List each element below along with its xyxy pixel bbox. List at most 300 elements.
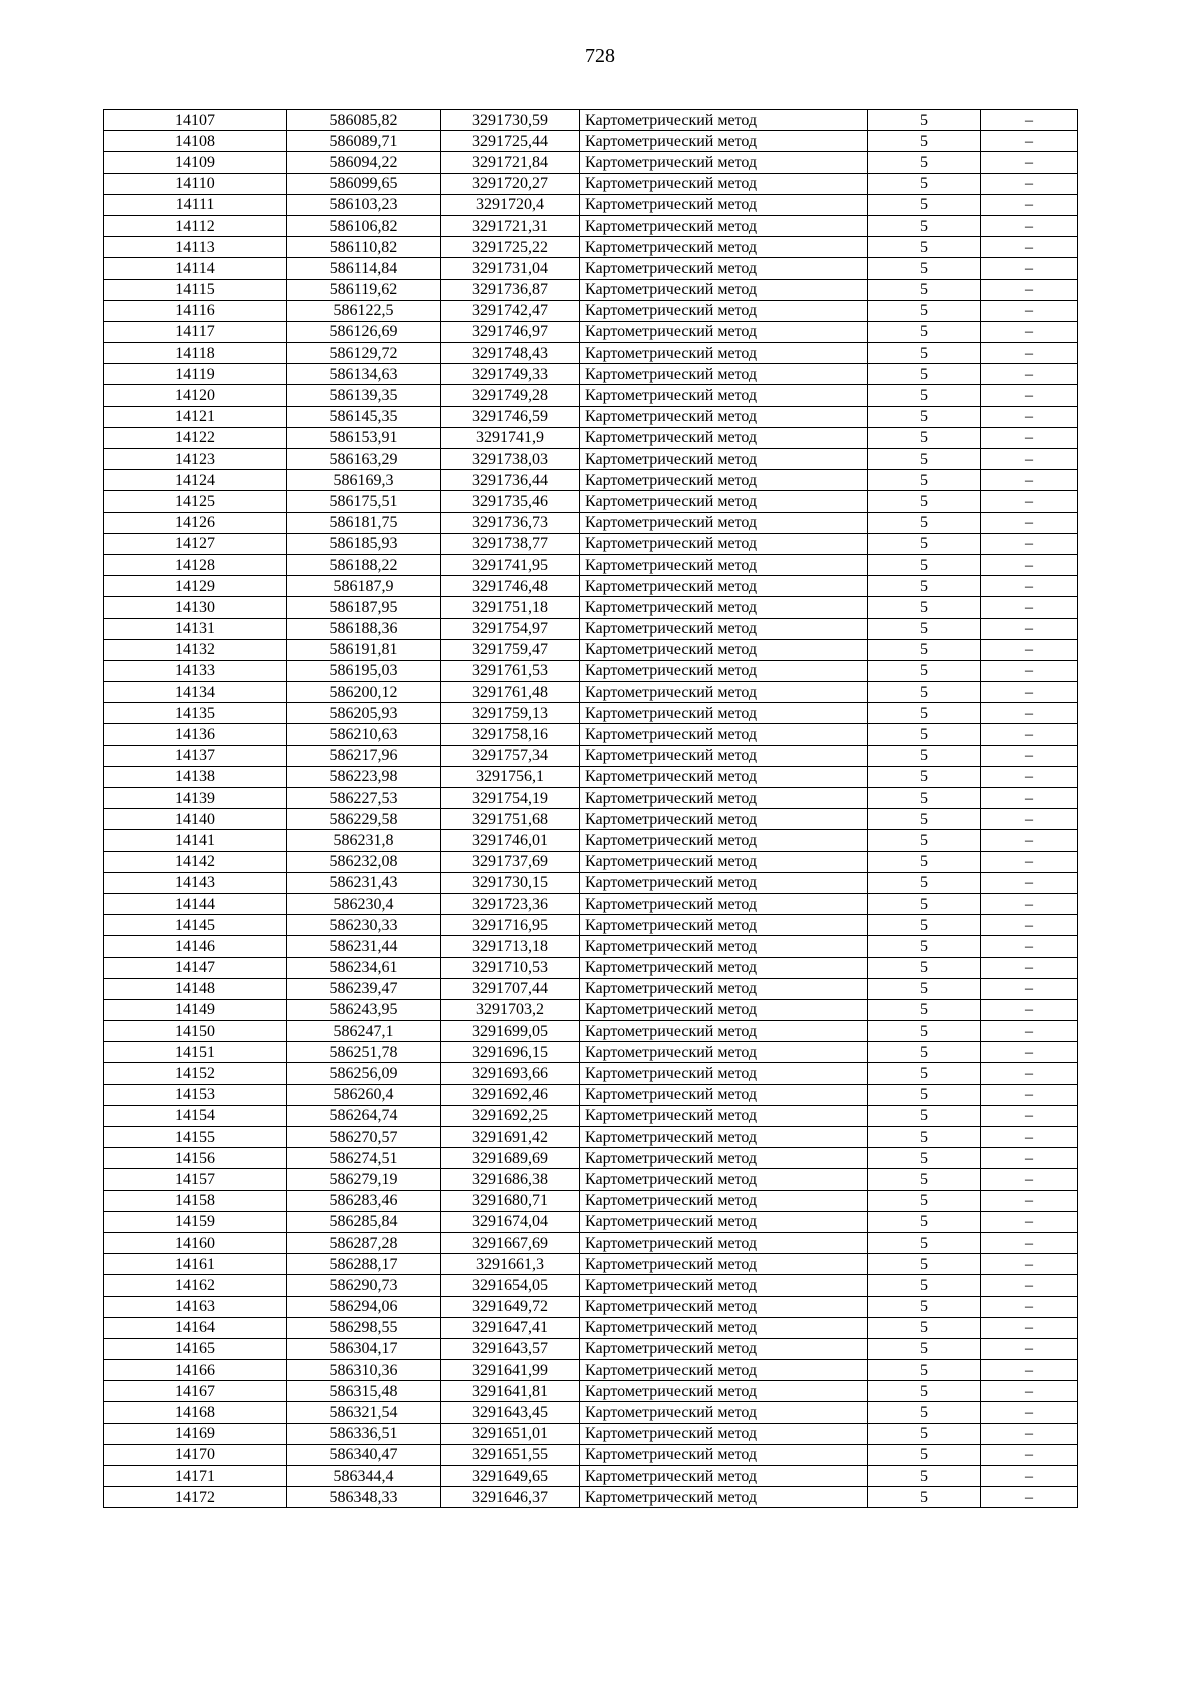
y-coordinate-cell: 3291641,99 — [441, 1360, 580, 1381]
accuracy-cell: 5 — [868, 470, 981, 491]
x-coordinate-cell: 586239,47 — [287, 978, 441, 999]
note-cell: – — [981, 745, 1078, 766]
y-coordinate-cell: 3291643,45 — [441, 1402, 580, 1423]
y-coordinate-cell: 3291759,47 — [441, 639, 580, 660]
x-coordinate-cell: 586094,22 — [287, 152, 441, 173]
method-cell: Картометрический метод — [580, 1360, 868, 1381]
accuracy-cell: 5 — [868, 766, 981, 787]
x-coordinate-cell: 586279,19 — [287, 1169, 441, 1190]
table-row — [104, 300, 1078, 321]
note-cell: – — [981, 1275, 1078, 1296]
point-number-cell: 14129 — [104, 576, 287, 597]
table-row — [104, 597, 1078, 618]
method-cell: Картометрический метод — [580, 1296, 868, 1317]
note-cell: – — [981, 1360, 1078, 1381]
point-number-cell: 14116 — [104, 300, 287, 321]
point-number-cell: 14155 — [104, 1127, 287, 1148]
x-coordinate-cell: 586230,4 — [287, 893, 441, 914]
y-coordinate-cell: 3291735,46 — [441, 491, 580, 512]
point-number-cell: 14139 — [104, 788, 287, 809]
table-row — [104, 576, 1078, 597]
table-row — [104, 1211, 1078, 1232]
x-coordinate-cell: 586232,08 — [287, 851, 441, 872]
x-coordinate-cell: 586217,96 — [287, 745, 441, 766]
point-number-cell: 14127 — [104, 533, 287, 554]
method-cell: Картометрический метод — [580, 978, 868, 999]
y-coordinate-cell: 3291689,69 — [441, 1148, 580, 1169]
table-row — [104, 1444, 1078, 1465]
note-cell: – — [981, 660, 1078, 681]
table-row — [104, 1423, 1078, 1444]
note-cell: – — [981, 173, 1078, 194]
x-coordinate-cell: 586110,82 — [287, 237, 441, 258]
x-coordinate-cell: 586298,55 — [287, 1317, 441, 1338]
method-cell: Картометрический метод — [580, 449, 868, 470]
point-number-cell: 14153 — [104, 1084, 287, 1105]
y-coordinate-cell: 3291746,01 — [441, 830, 580, 851]
note-cell: – — [981, 724, 1078, 745]
table-row — [104, 1317, 1078, 1338]
method-cell: Картометрический метод — [580, 237, 868, 258]
accuracy-cell: 5 — [868, 809, 981, 830]
point-number-cell: 14170 — [104, 1444, 287, 1465]
method-cell: Картометрический метод — [580, 1317, 868, 1338]
table-row — [104, 343, 1078, 364]
accuracy-cell: 5 — [868, 1487, 981, 1508]
accuracy-cell: 5 — [868, 1381, 981, 1402]
table-row — [104, 1402, 1078, 1423]
x-coordinate-cell: 586210,63 — [287, 724, 441, 745]
y-coordinate-cell: 3291725,22 — [441, 237, 580, 258]
y-coordinate-cell: 3291693,66 — [441, 1063, 580, 1084]
note-cell: – — [981, 703, 1078, 724]
table-row — [104, 554, 1078, 575]
point-number-cell: 14117 — [104, 321, 287, 342]
table-row — [104, 999, 1078, 1020]
method-cell: Картометрический метод — [580, 533, 868, 554]
method-cell: Картометрический метод — [580, 660, 868, 681]
point-number-cell: 14115 — [104, 279, 287, 300]
table-row — [104, 660, 1078, 681]
method-cell: Картометрический метод — [580, 321, 868, 342]
note-cell: – — [981, 300, 1078, 321]
point-number-cell: 14119 — [104, 364, 287, 385]
table-row — [104, 618, 1078, 639]
y-coordinate-cell: 3291649,65 — [441, 1466, 580, 1487]
accuracy-cell: 5 — [868, 830, 981, 851]
table-row — [104, 1127, 1078, 1148]
table-row — [104, 809, 1078, 830]
point-number-cell: 14145 — [104, 915, 287, 936]
x-coordinate-cell: 586288,17 — [287, 1254, 441, 1275]
table-row — [104, 1021, 1078, 1042]
note-cell: – — [981, 321, 1078, 342]
point-number-cell: 14140 — [104, 809, 287, 830]
table-row — [104, 152, 1078, 173]
note-cell: – — [981, 915, 1078, 936]
note-cell: – — [981, 1211, 1078, 1232]
point-number-cell: 14135 — [104, 703, 287, 724]
y-coordinate-cell: 3291751,68 — [441, 809, 580, 830]
accuracy-cell: 5 — [868, 343, 981, 364]
point-number-cell: 14109 — [104, 152, 287, 173]
accuracy-cell: 5 — [868, 1211, 981, 1232]
method-cell: Картометрический метод — [580, 1148, 868, 1169]
point-number-cell: 14128 — [104, 554, 287, 575]
accuracy-cell: 5 — [868, 215, 981, 236]
accuracy-cell: 5 — [868, 936, 981, 957]
point-number-cell: 14157 — [104, 1169, 287, 1190]
y-coordinate-cell: 3291723,36 — [441, 893, 580, 914]
note-cell: – — [981, 279, 1078, 300]
method-cell: Картометрический метод — [580, 215, 868, 236]
table-row — [104, 978, 1078, 999]
point-number-cell: 14130 — [104, 597, 287, 618]
x-coordinate-cell: 586169,3 — [287, 470, 441, 491]
x-coordinate-cell: 586103,23 — [287, 194, 441, 215]
table-row — [104, 830, 1078, 851]
point-number-cell: 14144 — [104, 893, 287, 914]
x-coordinate-cell: 586191,81 — [287, 639, 441, 660]
y-coordinate-cell: 3291725,44 — [441, 131, 580, 152]
x-coordinate-cell: 586122,5 — [287, 300, 441, 321]
note-cell: – — [981, 893, 1078, 914]
method-cell: Картометрический метод — [580, 830, 868, 851]
x-coordinate-cell: 586251,78 — [287, 1042, 441, 1063]
method-cell: Картометрический метод — [580, 1105, 868, 1126]
point-number-cell: 14122 — [104, 427, 287, 448]
method-cell: Картометрический метод — [580, 1042, 868, 1063]
accuracy-cell: 5 — [868, 597, 981, 618]
note-cell: – — [981, 682, 1078, 703]
note-cell: – — [981, 639, 1078, 660]
x-coordinate-cell: 586234,61 — [287, 957, 441, 978]
y-coordinate-cell: 3291736,73 — [441, 512, 580, 533]
y-coordinate-cell: 3291746,59 — [441, 406, 580, 427]
table-row — [104, 1105, 1078, 1126]
y-coordinate-cell: 3291749,28 — [441, 385, 580, 406]
point-number-cell: 14118 — [104, 343, 287, 364]
x-coordinate-cell: 586285,84 — [287, 1211, 441, 1232]
accuracy-cell: 5 — [868, 1105, 981, 1126]
accuracy-cell: 5 — [868, 851, 981, 872]
point-number-cell: 14169 — [104, 1423, 287, 1444]
point-number-cell: 14134 — [104, 682, 287, 703]
point-number-cell: 14108 — [104, 131, 287, 152]
table-row — [104, 682, 1078, 703]
point-number-cell: 14143 — [104, 872, 287, 893]
note-cell: – — [981, 491, 1078, 512]
x-coordinate-cell: 586153,91 — [287, 427, 441, 448]
accuracy-cell: 5 — [868, 300, 981, 321]
point-number-cell: 14111 — [104, 194, 287, 215]
accuracy-cell: 5 — [868, 1423, 981, 1444]
method-cell: Картометрический метод — [580, 999, 868, 1020]
note-cell: – — [981, 449, 1078, 470]
x-coordinate-cell: 586336,51 — [287, 1423, 441, 1444]
point-number-cell: 14159 — [104, 1211, 287, 1232]
point-number-cell: 14152 — [104, 1063, 287, 1084]
accuracy-cell: 5 — [868, 152, 981, 173]
x-coordinate-cell: 586321,54 — [287, 1402, 441, 1423]
note-cell: – — [981, 1296, 1078, 1317]
accuracy-cell: 5 — [868, 385, 981, 406]
y-coordinate-cell: 3291746,48 — [441, 576, 580, 597]
y-coordinate-cell: 3291703,2 — [441, 999, 580, 1020]
accuracy-cell: 5 — [868, 258, 981, 279]
x-coordinate-cell: 586089,71 — [287, 131, 441, 152]
accuracy-cell: 5 — [868, 1296, 981, 1317]
point-number-cell: 14148 — [104, 978, 287, 999]
x-coordinate-cell: 586229,58 — [287, 809, 441, 830]
point-number-cell: 14151 — [104, 1042, 287, 1063]
point-number-cell: 14150 — [104, 1021, 287, 1042]
x-coordinate-cell: 586187,9 — [287, 576, 441, 597]
note-cell: – — [981, 576, 1078, 597]
y-coordinate-cell: 3291736,44 — [441, 470, 580, 491]
table-row — [104, 427, 1078, 448]
method-cell: Картометрический метод — [580, 152, 868, 173]
method-cell: Картометрический метод — [580, 1444, 868, 1465]
note-cell: – — [981, 809, 1078, 830]
y-coordinate-cell: 3291707,44 — [441, 978, 580, 999]
accuracy-cell: 5 — [868, 724, 981, 745]
note-cell: – — [981, 1148, 1078, 1169]
x-coordinate-cell: 586294,06 — [287, 1296, 441, 1317]
y-coordinate-cell: 3291758,16 — [441, 724, 580, 745]
accuracy-cell: 5 — [868, 554, 981, 575]
point-number-cell: 14138 — [104, 766, 287, 787]
accuracy-cell: 5 — [868, 110, 981, 131]
accuracy-cell: 5 — [868, 660, 981, 681]
note-cell: – — [981, 152, 1078, 173]
point-number-cell: 14158 — [104, 1190, 287, 1211]
accuracy-cell: 5 — [868, 1190, 981, 1211]
point-number-cell: 14147 — [104, 957, 287, 978]
x-coordinate-cell: 586340,47 — [287, 1444, 441, 1465]
x-coordinate-cell: 586310,36 — [287, 1360, 441, 1381]
accuracy-cell: 5 — [868, 745, 981, 766]
x-coordinate-cell: 586129,72 — [287, 343, 441, 364]
accuracy-cell: 5 — [868, 978, 981, 999]
y-coordinate-cell: 3291737,69 — [441, 851, 580, 872]
method-cell: Картометрический метод — [580, 1402, 868, 1423]
accuracy-cell: 5 — [868, 1254, 981, 1275]
table-row — [104, 491, 1078, 512]
table-row — [104, 470, 1078, 491]
y-coordinate-cell: 3291754,19 — [441, 788, 580, 809]
table-row — [104, 893, 1078, 914]
table-row — [104, 1466, 1078, 1487]
point-number-cell: 14121 — [104, 406, 287, 427]
y-coordinate-cell: 3291641,81 — [441, 1381, 580, 1402]
method-cell: Картометрический метод — [580, 682, 868, 703]
table-row — [104, 194, 1078, 215]
method-cell: Картометрический метод — [580, 1211, 868, 1232]
note-cell: – — [981, 1338, 1078, 1359]
method-cell: Картометрический метод — [580, 1190, 868, 1211]
point-number-cell: 14166 — [104, 1360, 287, 1381]
coordinates-table-body — [104, 110, 1078, 1508]
x-coordinate-cell: 586205,93 — [287, 703, 441, 724]
method-cell: Картометрический метод — [580, 300, 868, 321]
x-coordinate-cell: 586231,43 — [287, 872, 441, 893]
table-row — [104, 1084, 1078, 1105]
y-coordinate-cell: 3291759,13 — [441, 703, 580, 724]
table-row — [104, 406, 1078, 427]
x-coordinate-cell: 586227,53 — [287, 788, 441, 809]
x-coordinate-cell: 586126,69 — [287, 321, 441, 342]
accuracy-cell: 5 — [868, 576, 981, 597]
y-coordinate-cell: 3291680,71 — [441, 1190, 580, 1211]
accuracy-cell: 5 — [868, 1338, 981, 1359]
y-coordinate-cell: 3291716,95 — [441, 915, 580, 936]
note-cell: – — [981, 385, 1078, 406]
note-cell: – — [981, 194, 1078, 215]
x-coordinate-cell: 586099,65 — [287, 173, 441, 194]
method-cell: Картометрический метод — [580, 872, 868, 893]
y-coordinate-cell: 3291649,72 — [441, 1296, 580, 1317]
table-row — [104, 1169, 1078, 1190]
note-cell: – — [981, 936, 1078, 957]
x-coordinate-cell: 586348,33 — [287, 1487, 441, 1508]
method-cell: Картометрический метод — [580, 406, 868, 427]
note-cell: – — [981, 766, 1078, 787]
note-cell: – — [981, 1169, 1078, 1190]
x-coordinate-cell: 586256,09 — [287, 1063, 441, 1084]
y-coordinate-cell: 3291651,01 — [441, 1423, 580, 1444]
note-cell: – — [981, 1423, 1078, 1444]
point-number-cell: 14110 — [104, 173, 287, 194]
method-cell: Картометрический метод — [580, 427, 868, 448]
note-cell: – — [981, 851, 1078, 872]
x-coordinate-cell: 586290,73 — [287, 1275, 441, 1296]
y-coordinate-cell: 3291674,04 — [441, 1211, 580, 1232]
x-coordinate-cell: 586231,44 — [287, 936, 441, 957]
note-cell: – — [981, 512, 1078, 533]
x-coordinate-cell: 586163,29 — [287, 449, 441, 470]
method-cell: Картометрический метод — [580, 1084, 868, 1105]
accuracy-cell: 5 — [868, 321, 981, 342]
accuracy-cell: 5 — [868, 1275, 981, 1296]
method-cell: Картометрический метод — [580, 1466, 868, 1487]
table-row — [104, 1042, 1078, 1063]
accuracy-cell: 5 — [868, 1444, 981, 1465]
y-coordinate-cell: 3291736,87 — [441, 279, 580, 300]
y-coordinate-cell: 3291691,42 — [441, 1127, 580, 1148]
y-coordinate-cell: 3291721,84 — [441, 152, 580, 173]
table-row — [104, 1296, 1078, 1317]
table-row — [104, 936, 1078, 957]
point-number-cell: 14137 — [104, 745, 287, 766]
y-coordinate-cell: 3291720,27 — [441, 173, 580, 194]
method-cell: Картометрический метод — [580, 279, 868, 300]
y-coordinate-cell: 3291761,48 — [441, 682, 580, 703]
note-cell: – — [981, 427, 1078, 448]
y-coordinate-cell: 3291692,25 — [441, 1105, 580, 1126]
accuracy-cell: 5 — [868, 131, 981, 152]
point-number-cell: 14132 — [104, 639, 287, 660]
point-number-cell: 14125 — [104, 491, 287, 512]
table-row — [104, 1190, 1078, 1211]
table-row — [104, 279, 1078, 300]
table-row — [104, 745, 1078, 766]
y-coordinate-cell: 3291756,1 — [441, 766, 580, 787]
x-coordinate-cell: 586175,51 — [287, 491, 441, 512]
method-cell: Картометрический метод — [580, 745, 868, 766]
method-cell: Картометрический метод — [580, 1381, 868, 1402]
accuracy-cell: 5 — [868, 449, 981, 470]
point-number-cell: 14164 — [104, 1317, 287, 1338]
method-cell: Картометрический метод — [580, 1021, 868, 1042]
accuracy-cell: 5 — [868, 703, 981, 724]
y-coordinate-cell: 3291713,18 — [441, 936, 580, 957]
y-coordinate-cell: 3291748,43 — [441, 343, 580, 364]
method-cell: Картометрический метод — [580, 1487, 868, 1508]
table-row — [104, 1360, 1078, 1381]
point-number-cell: 14165 — [104, 1338, 287, 1359]
point-number-cell: 14172 — [104, 1487, 287, 1508]
note-cell: – — [981, 1042, 1078, 1063]
method-cell: Картометрический метод — [580, 385, 868, 406]
note-cell: – — [981, 110, 1078, 131]
note-cell: – — [981, 1487, 1078, 1508]
method-cell: Картометрический метод — [580, 194, 868, 215]
note-cell: – — [981, 1254, 1078, 1275]
method-cell: Картометрический метод — [580, 576, 868, 597]
point-number-cell: 14161 — [104, 1254, 287, 1275]
accuracy-cell: 5 — [868, 1232, 981, 1253]
method-cell: Картометрический метод — [580, 915, 868, 936]
point-number-cell: 14142 — [104, 851, 287, 872]
accuracy-cell: 5 — [868, 1317, 981, 1338]
method-cell: Картометрический метод — [580, 554, 868, 575]
x-coordinate-cell: 586231,8 — [287, 830, 441, 851]
x-coordinate-cell: 586187,95 — [287, 597, 441, 618]
table-row — [104, 1232, 1078, 1253]
note-cell: – — [981, 1381, 1078, 1402]
note-cell: – — [981, 1105, 1078, 1126]
accuracy-cell: 5 — [868, 1021, 981, 1042]
table-row — [104, 788, 1078, 809]
y-coordinate-cell: 3291643,57 — [441, 1338, 580, 1359]
table-row — [104, 1381, 1078, 1402]
point-number-cell: 14131 — [104, 618, 287, 639]
accuracy-cell: 5 — [868, 491, 981, 512]
table-row — [104, 851, 1078, 872]
point-number-cell: 14163 — [104, 1296, 287, 1317]
table-row — [104, 533, 1078, 554]
method-cell: Картометрический метод — [580, 936, 868, 957]
y-coordinate-cell: 3291667,69 — [441, 1232, 580, 1253]
method-cell: Картометрический метод — [580, 131, 868, 152]
note-cell: – — [981, 1317, 1078, 1338]
note-cell: – — [981, 830, 1078, 851]
x-coordinate-cell: 586134,63 — [287, 364, 441, 385]
accuracy-cell: 5 — [868, 1169, 981, 1190]
y-coordinate-cell: 3291741,9 — [441, 427, 580, 448]
y-coordinate-cell: 3291742,47 — [441, 300, 580, 321]
accuracy-cell: 5 — [868, 173, 981, 194]
y-coordinate-cell: 3291692,46 — [441, 1084, 580, 1105]
y-coordinate-cell: 3291699,05 — [441, 1021, 580, 1042]
y-coordinate-cell: 3291741,95 — [441, 554, 580, 575]
point-number-cell: 14120 — [104, 385, 287, 406]
table-row — [104, 766, 1078, 787]
x-coordinate-cell: 586200,12 — [287, 682, 441, 703]
table-row — [104, 1275, 1078, 1296]
table-row — [104, 639, 1078, 660]
